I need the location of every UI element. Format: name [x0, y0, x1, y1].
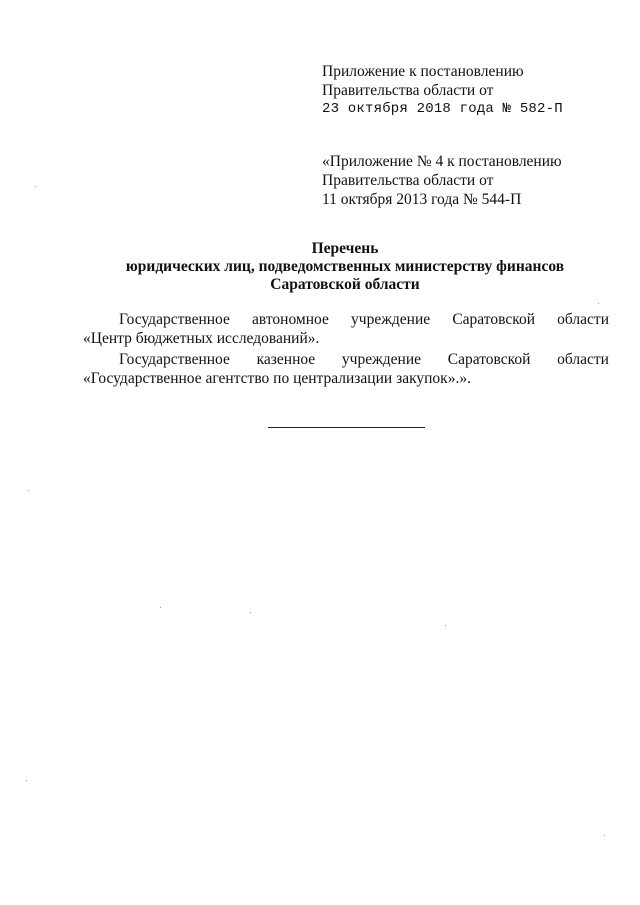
list-item-word: казенное: [256, 351, 316, 368]
list-item-word: области: [557, 311, 609, 328]
scan-speck: [598, 303, 599, 304]
appendix-header-date-number: 23 октября 2018 года № 582-П: [322, 101, 563, 117]
appendix-header-line-1: Приложение к постановлению: [322, 63, 524, 80]
title-line-1: Перечень: [311, 240, 379, 257]
list-item: [83, 310, 609, 348]
organizations-list: [83, 310, 609, 388]
title-line-3: Саратовской области: [270, 276, 420, 293]
scan-speck: [26, 780, 27, 781]
appendix-header-line-2: Правительства области от: [322, 82, 494, 99]
list-item-word: Саратовской: [452, 311, 535, 328]
closing-rule: [268, 427, 425, 428]
list-item-first-line: [83, 310, 609, 329]
list-item-tail: «Государственное агентство по централизации закупок».».: [83, 370, 471, 387]
list-item-word: учреждение: [351, 311, 431, 328]
document-title: [110, 240, 580, 294]
list-item-word: Государственное: [119, 351, 230, 368]
list-item: [83, 350, 609, 388]
original-header-line-3: 11 октября 2013 года № 544-П: [322, 191, 522, 208]
scan-speck: [445, 625, 446, 626]
original-header-line-1: «Приложение № 4 к постановлению: [322, 153, 562, 170]
original-appendix-header: [322, 152, 562, 209]
list-item-word: автономное: [252, 311, 329, 328]
title-line-2: юридических лиц, подведомственных министерству финансов: [125, 258, 565, 275]
list-item-tail: «Центр бюджетных исследований».: [83, 330, 320, 347]
original-header-line-2: Правительства области от: [322, 172, 494, 189]
list-item-word: Государственное: [119, 311, 230, 328]
appendix-header: [322, 62, 563, 119]
list-item-first-line: [83, 350, 609, 369]
list-item-word: Саратовской: [447, 351, 531, 368]
list-item-word: учреждение: [341, 351, 422, 368]
scan-speck: [250, 612, 251, 613]
scan-speck: [604, 835, 605, 836]
scan-speck: [35, 186, 36, 187]
scan-speck: [160, 607, 161, 608]
list-item-word: области: [557, 351, 609, 368]
scan-speck: [28, 490, 29, 491]
